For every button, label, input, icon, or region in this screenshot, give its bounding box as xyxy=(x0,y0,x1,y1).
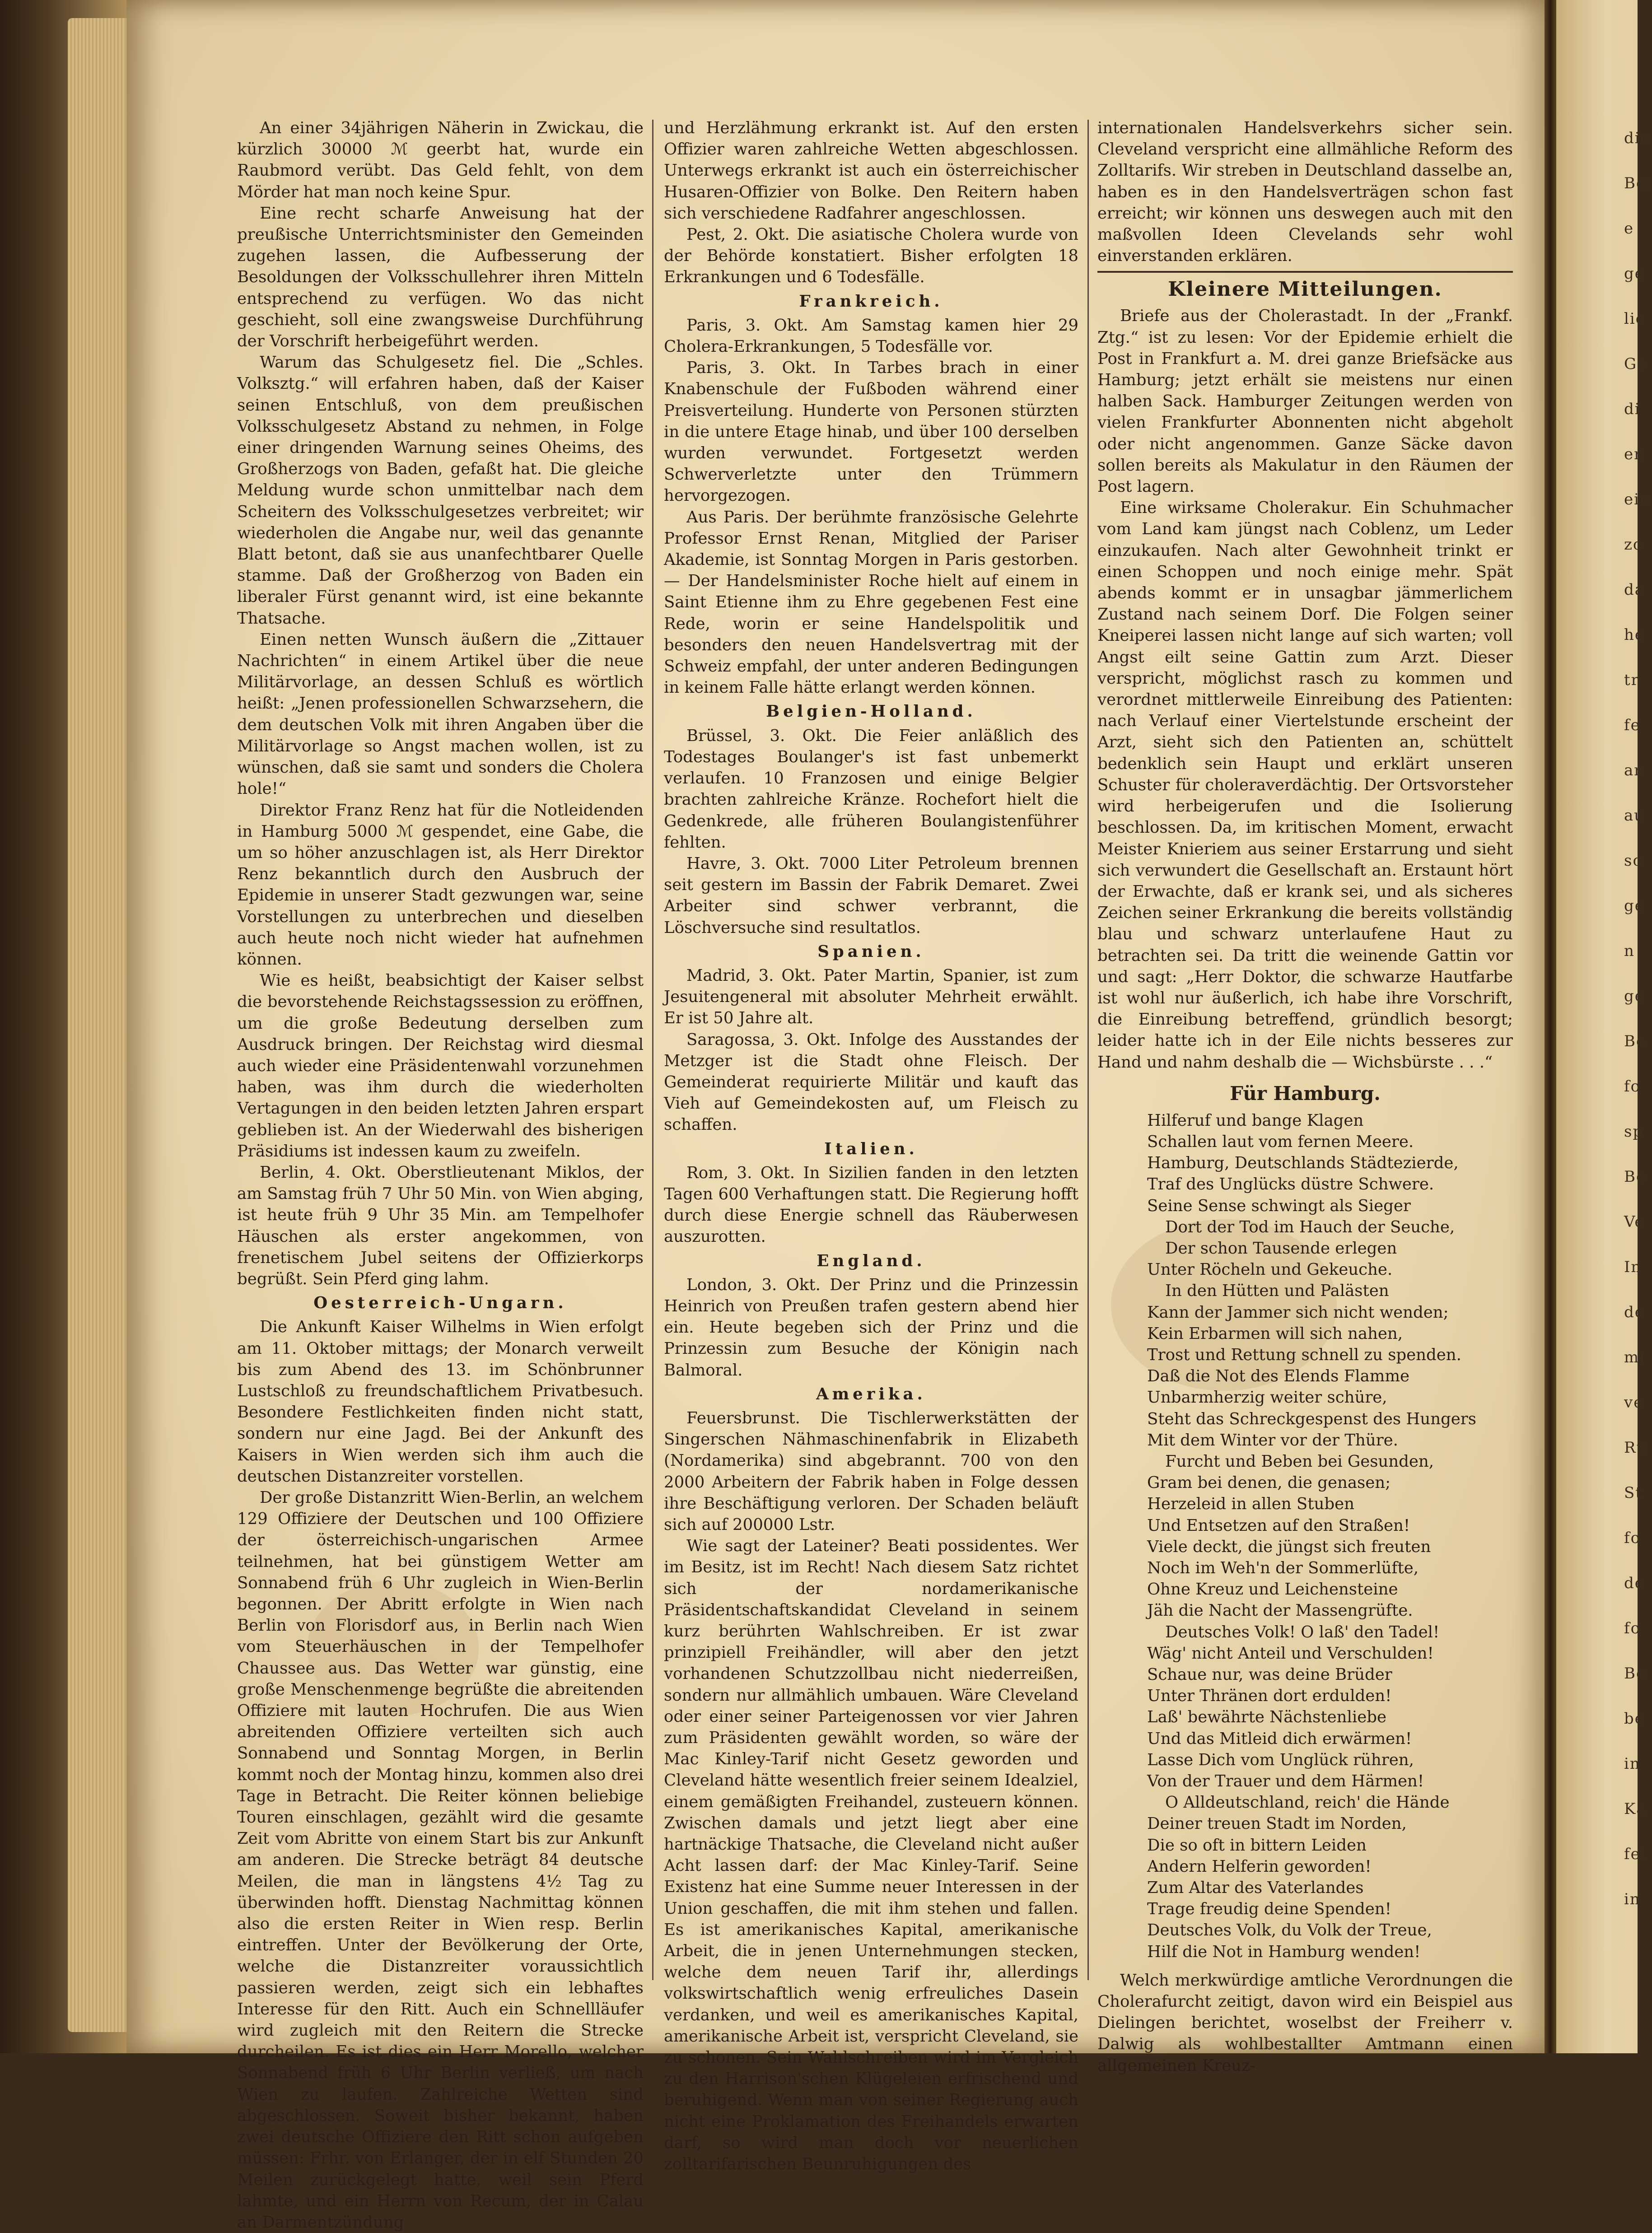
adjacent-page-fragment: St xyxy=(1624,1484,1643,1502)
article-paragraph: Paris, 3. Okt. In Tarbes brach in einer Knabenschule der Fußboden während einer Preisverteilung. Hunderte von Personen stürzten in die untere Etage hinab, und über 100 derselben wurden verwundet. Fortgesetzt werden Schwerverletzte unter den Trümmern hervorgezogen. xyxy=(664,359,1078,505)
poem-line: Traf des Unglücks düstre Schwere. xyxy=(1147,1175,1434,1194)
poem-line: In den Hütten und Palästen xyxy=(1165,1282,1389,1301)
article-paragraph: Havre, 3. Okt. 7000 Liter Petroleum brennen seit gestern im Bassin der Fabrik Demaret. Zwei Arbeiter sind schwer verbrannt, die Löschversuche sind resultatlos. xyxy=(664,854,1078,937)
article-paragraph: internationalen Handelsverkehrs sicher sein. Cleveland verspricht eine allmähliche Reform des Zolltarifs. Wir streben in Deutschland dasselbe an, haben es in den Handelsverträgen schon fast erreicht; wir können uns deswegen auch mit den maßvollen Ideen Clevelands sehr wohl einverstanden erklären. xyxy=(1097,119,1513,266)
adjacent-page-fragment: de xyxy=(1624,1574,1645,1592)
poem-line: Deiner treuen Stadt im Norden, xyxy=(1147,1814,1407,1833)
poem-line: Mit dem Winter vor der Thüre. xyxy=(1147,1431,1398,1450)
poem-line: Daß die Not des Elends Flamme xyxy=(1147,1367,1410,1386)
poem xyxy=(1147,1110,1513,1963)
adjacent-page-fragment: mi xyxy=(1624,1348,1646,1366)
article-paragraph: Der große Distanzritt Wien-Berlin, an welchem 129 Offiziere der Deutschen und 100 Offiziere der österreichisch-ungarischen Armee teilnehmen, hat bei günstigem Wetter am Sonnabend früh 6 Uhr zugleich in Wien-Berlin begonnen. Der Abritt erfolgte in Wien nach Berlin von Florisdorf aus, in Berlin nach Wien vom Steuerhäuschen in der Tempelhofer Chaussee aus. Das Wetter war günstig, eine große Menschenmenge begrüßte die abreitenden Offiziere mit lauten Hochrufen. Die aus Wien abreitenden Offiziere verteilten sich auch Sonnabend und Sonntag Morgen, in Berlin kommt noch der Montag hinzu, kommen also drei Tage in Betracht. Die Reiter können beliebige Touren einschlagen, gezählt wird die gesamte Zeit vom Abritte von einem Start bis zur Ankunft am anderen. Die Strecke beträgt 84 deutsche Meilen, die man in längstens 4½ Tag zu überwinden hofft. Dienstag Nachmittag können also die ersten Reiter in Wien resp. Berlin eintreffen. Unter der Bevölkerung der Orte, welche die Distanzreiter voraussichtlich passieren werden, zeigt sich ein lebhaftes Interesse für den Ritt. Auch ein Schnellläufer wird zugleich mit den Reitern die Strecke durcheilen. Es ist dies ein Herr Morello, welcher Sonnabend früh 6 Uhr Berlin verließ, um nach Wien zu laufen. Zahlreiche Wetten sind abgeschlossen. Soweit bisher bekannt, haben zwei deutsche Offiziere den Ritt schon aufgeben müssen: Frhr. von Erlanger, der in elf Stunden 20 Meilen zurückgelegt hatte, weil sein Pferd lahmte, und ein Herrn von Recum, der in Calau an Darmentzündung xyxy=(237,1488,644,2232)
article-paragraph: Einen netten Wunsch äußern die „Zittauer Nachrichten“ in einem Artikel über die neue Militärvorlage, an dessen Schluß es wörtlich heißt: „Jenen professionellen Schwarzsehern, die dem deutschen Volk mit ihren Angaben über die Militärvorlage so Angst machen wollen, ist zu wünschen, daß sie samt und sonders die Cholera hole!“ xyxy=(237,630,644,798)
poem-stanza xyxy=(1147,1792,1513,1963)
article-paragraph: Warum das Schulgesetz fiel. Die „Schles. Volksztg.“ will erfahren haben, daß der Kaiser seinen Entschluß, von dem preußischen Volksschulgesetz Abstand zu nehmen, in Folge einer dringenden Warnung seines Oheims, des Großherzogs von Baden, gefaßt hat. Die gleiche Meldung wurde schon unmittelbar nach dem Scheitern des Volksschulgesetzes verbreitet; wir wiederholen die Angabe nur, weil das genannte Blatt betont, daß sie aus unanfechtbarer Quelle stamme. Daß der Großherzog von Baden ein liberaler Fürst genannt wird, ist eine bekannte Thatsache. xyxy=(237,353,644,628)
poem-line: Wäg' nicht Anteil und Verschulden! xyxy=(1147,1644,1434,1663)
poem-line: Ohne Kreuz und Leichensteine xyxy=(1147,1580,1398,1599)
adjacent-page-fragment: Be xyxy=(1624,1168,1647,1186)
article-paragraph: Welch merkwürdige amtliche Verordnungen die Cholerafurcht zeitigt, davon wird ein Beispiel aus Dielingen berichtet, woselbst der Freiherr v. Dalwig als wohlbestallter Amtmann einen allgemeinen Kreuz- xyxy=(1097,1971,1513,2075)
column-1 xyxy=(237,117,644,2232)
adjacent-page-fragment: Bei xyxy=(1624,174,1652,192)
poem-line: O Alldeutschland, reich' die Hände xyxy=(1165,1793,1450,1812)
page-gutter xyxy=(1545,0,1556,2053)
article-paragraph: Briefe aus der Cholerastadt. In der „Frankf. Ztg.“ ist zu lesen: Vor der Epidemie erhielt die Post in Frankfurt a. M. drei ganze Briefsäcke aus Hamburg; jetzt erhält sie meistens nur einen halben Sack. Hamburger Zeitungen werden von vielen Frankfurter Abonnenten nicht abgeholt oder nicht angenommen. Ganze Säcke davon sollen bereits als Makulatur in den Räumen der Post lagern. xyxy=(1097,307,1513,496)
adjacent-page-fragment: fo xyxy=(1624,1619,1641,1637)
section-heading-france: Frankreich. xyxy=(799,292,943,311)
adjacent-page-fragment: Ru xyxy=(1624,1439,1647,1457)
poem-line: Unter Thränen dort erdulden! xyxy=(1147,1687,1392,1706)
section-heading-spain: Spanien. xyxy=(817,942,925,961)
poem-line: Deutsches Volk, du Volk der Treue, xyxy=(1147,1921,1432,1940)
article-paragraph: Brüssel, 3. Okt. Die Feier anläßlich des Todestages Boulanger's ist fast unbemerkt verlaufen. 10 Franzosen und einige Belgier brachten zahlreiche Kränze. Rochefort hielt die Gedenkrede, alle früheren Boulangistenführer fehlten. xyxy=(664,726,1078,852)
poem-line: Seine Sense schwingt als Sieger xyxy=(1147,1196,1411,1215)
poem-line: Hilf die Not in Hamburg wenden! xyxy=(1147,1942,1421,1961)
article-paragraph: Pest, 2. Okt. Die asiatische Cholera wurde von der Behörde konstatiert. Bisher erfolgten 18 Erkrankungen und 6 Todesfälle. xyxy=(664,225,1078,287)
adjacent-page-fragment: fei xyxy=(1624,1845,1647,1863)
article-paragraph: Saragossa, 3. Okt. Infolge des Ausstandes der Metzger ist die Stadt ohne Fleisch. Der Gemeinderat requirierte Militär und kauft das Vieh auf Gemeindekosten auf, um Fleisch zu schaffen. xyxy=(664,1030,1078,1134)
poem-line: Kein Erbarmen will sich nahen, xyxy=(1147,1324,1403,1343)
poem-line: Herzeleid in allen Stuben xyxy=(1147,1495,1354,1514)
adjacent-page-fragment: ge xyxy=(1624,897,1645,915)
article-paragraph: Eine recht scharfe Anweisung hat der preußische Unterrichtsminister den Gemeinden zugehen lassen, die Aufbesserung der Besoldungen der Volksschullehrer ihren Mitteln entsprechend zu verfügen. Wo das nicht geschieht, soll eine zwangsweise Durchführung der Vorschrift herbeigeführt werden. xyxy=(237,204,644,351)
poem-line: Von der Trauer und dem Härmen! xyxy=(1147,1772,1424,1791)
poem-title: Für Hamburg. xyxy=(1230,1082,1381,1105)
column-3 xyxy=(1097,117,1513,2075)
article-paragraph: Berlin, 4. Okt. Oberstlieutenant Miklos, der am Samstag früh 7 Uhr 50 Min. von Wien abging, ist heute früh 9 Uhr 35 Min. am Tempelhofer Häuschen als erster angekommen, von frenetischem Jubel seitens der Offizierkorps begrüßt. Sein Pferd ging lahm. xyxy=(237,1163,644,1288)
section-divider xyxy=(1097,271,1513,273)
poem-line: Noch im Weh'n der Sommerlüfte, xyxy=(1147,1559,1419,1577)
article-paragraph: An einer 34jährigen Näherin in Zwickau, die kürzlich 30000 ℳ geerbt hat, wurde ein Raubmord verübt. Das Geld fehlt, von dem Mörder hat man noch keine Spur. xyxy=(237,119,644,201)
adjacent-page-fragment: zo xyxy=(1624,536,1643,554)
poem-line: Steht das Schreckgespenst des Hungers xyxy=(1147,1409,1476,1428)
poem-stanza xyxy=(1147,1280,1513,1451)
poem-line: Kann der Jammer sich nicht wenden; xyxy=(1147,1303,1449,1322)
poem-line: Furcht und Beben bei Gesunden, xyxy=(1165,1452,1434,1471)
adjacent-page-fragment: in xyxy=(1624,1755,1641,1773)
poem-line: Gram bei denen, die genasen; xyxy=(1147,1473,1391,1492)
adjacent-page-fragment: Ve xyxy=(1624,1213,1645,1231)
poem-line: Schaue nur, was deine Brüder xyxy=(1147,1665,1392,1684)
adjacent-page-fragment: In xyxy=(1624,1258,1642,1276)
adjacent-page-fragment: he xyxy=(1624,626,1645,644)
poem-line: Hilferuf und bange Klagen xyxy=(1147,1111,1364,1130)
poem-line: Lasse Dich vom Unglück rühren, xyxy=(1147,1750,1414,1769)
adjacent-page-fragment: die xyxy=(1624,129,1651,147)
adjacent-page-fragment: Ka xyxy=(1624,1800,1647,1818)
poem-line: Und Entsetzen auf den Straßen! xyxy=(1147,1516,1410,1535)
article-paragraph: Eine wirksame Cholerakur. Ein Schuhmacher vom Land kam jüngst nach Coblenz, um Leder einzukaufen. Nach alter Gewohnheit trinkt er einen Schoppen und noch einige mehr. Spät abends kommt er in unsagbar jämmerlichem Zustand nach seinem Dorf. Die Folgen seiner Kneiperei lassen nicht lange auf sich warten; voll Angst eilt seine Gattin zum Arzt. Dieser verspricht, möglichst rasch zu kommen und verordnet mittlerweile Einreibung des Patienten: nach Verlauf einer Viertelstunde erscheint der Arzt, sieht sich den Patienten an, schüttelt bedenklich sein Haupt und erklärt unseren Schuster für choleraverdächtig. Der Ortsvorsteher wird herbeigerufen und die Isolierung beschlossen. Da, im kritischen Moment, erwacht Meister Knieriem aus seiner Erstarrung und sieht sich verwundert die Gesellschaft an. Erstaunt hört der Erwachte, daß er krank sei, und als sicheres Zeichen seiner Erkrankung die bereits vollständig blau und schwarz unterlaufene Haut zu betrachten sei. Da tritt die weinende Gattin vor und sagt: „Herr Doktor, die schwarze Hautfarbe ist wohl nur äußerlich, ich habe ihre Vorschrift, die Einreibung betreffend, gründlich besorgt; leider hatte ich in der Eile nichts besseres zur Hand und nahm deshalb die — Wichsbürste . . .“ xyxy=(1097,499,1513,1072)
article-paragraph: London, 3. Okt. Der Prinz und die Prinzessin Heinrich von Preußen trafen gestern abend hier ein. Heute begeben sich der Prinz und die Prinzessin zum Besuche der Königin nach Balmoral. xyxy=(664,1275,1078,1380)
adjacent-page-fragment: Bo xyxy=(1624,1664,1647,1683)
section-heading-italy: Italien. xyxy=(824,1139,918,1158)
section-heading-austria: Oesterreich-Ungarn. xyxy=(313,1294,567,1313)
adjacent-page-fragment: sp xyxy=(1624,1123,1644,1141)
article-paragraph: Wie sagt der Lateiner? Beati possidentes. Wer im Besitz, ist im Recht! Nach diesem Satz richtet sich der nordamerikanische Präsidentschaftskandidat Cleveland in seinem kurz berührten Wahlschreiben. Er ist zwar prinzipiell Freihändler, will aber den jetzt vorhandenen Schutzzollbau nicht niederreißen, sondern nur allmählich umbauen. Wäre Cleveland oder einer seiner Parteigenossen vor vier Jahren zum Präsidenten gewählt worden, so wäre der Mac Kinley-Tarif nicht Gesetz geworden und Cleveland hätte wesentlich freier seinem Idealziel, einem gemäßigten Freihandel, zusteuern können. Zwischen damals und jetzt liegt aber eine hartnäckige Thatsache, die Cleveland nicht außer Acht lassen darf: der Mac Kinley-Tarif. Seine Existenz hat eine Summe neuer Interessen in der Union geschaffen, die mit ihm stehen und fallen. Es ist amerikanisches Kapital, amerikanische Arbeit, die in jenen Unternehmungen stecken, welche dem neuen Tarif ihr, allerdings volkswirtschaftlich wenig erfreuliches Dasein verdanken, und weil es amerikanisches Kapital, amerikanische Arbeit ist, verspricht Cleveland, sie zu schonen. Sein Wahlschreiben wird im Vergleich zu den Harrison'schen Klügeleien erfrischend und beruhigend. Wenn man von seiner Regierung auch nicht eine Proklamation des Freihandels erwarten darf, so wird man doch vor neuerlichen zolltarifarischen Beunruhigungen des xyxy=(664,1537,1078,2174)
poem-stanza xyxy=(1147,1110,1513,1281)
column-rule xyxy=(652,120,653,1980)
article-paragraph: Aus Paris. Der berühmte französische Gelehrte Professor Ernst Renan, Mitglied der Pariser Akademie, ist Sonntag Morgen in Paris gestorben. — Der Handelsminister Roche hielt auf einem in Saint Etienne ihm zu Ehre gegebenen Fest eine Rede, worin er seine Handelspolitik und besonders den neuen Handelsvertrag mit der Schweiz empfahl, der unter anderen Bedingungen in keinem Falle hätte erlangt werden können. xyxy=(664,508,1078,697)
article-paragraph: Madrid, 3. Okt. Pater Martin, Spanier, ist zum Jesuitengeneral mit absoluter Mehrheit erwählt. Er ist 50 Jahre alt. xyxy=(664,966,1078,1028)
poem-line: Trage freudig deine Spenden! xyxy=(1147,1900,1391,1919)
adjacent-page-fragment: ve xyxy=(1624,1394,1644,1412)
poem-line: Andern Helferin geworden! xyxy=(1147,1857,1372,1876)
adjacent-page-fragment: lie xyxy=(1624,310,1646,328)
adjacent-page-fragment: e xyxy=(1624,219,1634,238)
poem-line: Schallen laut vom fernen Meere. xyxy=(1147,1132,1414,1151)
column-2 xyxy=(664,117,1078,2174)
poem-line: Der schon Tausende erlegen xyxy=(1165,1239,1397,1258)
section-heading-england: England. xyxy=(817,1251,926,1270)
adjacent-page-fragment: tr xyxy=(1624,671,1639,689)
poem-stanza xyxy=(1147,1622,1513,1792)
section-heading-belgium: Belgien-Holland. xyxy=(766,702,976,721)
page-edges xyxy=(68,18,126,2032)
adjacent-page-fragment: da xyxy=(1624,581,1645,599)
poem-line: Laß' bewährte Nächstenliebe xyxy=(1147,1708,1386,1727)
poem-line: Dort der Tod im Hauch der Seuche, xyxy=(1165,1217,1455,1236)
adjacent-page-fragment: be xyxy=(1624,1710,1645,1728)
article-paragraph: Direktor Franz Renz hat für die Notleidenden in Hamburg 5000 ℳ gespendet, eine Gabe, die um so höher anzuschlagen ist, als Herr Direktor Renz bekanntlich durch den Ausbruch der Epidemie in unserer Stadt gezwungen war, seine Vorstellungen zu unterbrechen und dieselben auch heute noch nicht wieder hat aufnehmen können. xyxy=(237,801,644,969)
adjacent-page-fragment: Be xyxy=(1624,1032,1647,1050)
column-rule xyxy=(1087,120,1089,1980)
poem-line: Zum Altar des Vaterlandes xyxy=(1147,1879,1364,1897)
poem-line: Deutsches Volk! O laß' den Tadel! xyxy=(1165,1622,1440,1641)
section-title-kleinere-mitteilungen: Kleinere Mitteilungen. xyxy=(1168,278,1442,301)
adjacent-page-fragment: au xyxy=(1624,806,1645,825)
article-paragraph: Rom, 3. Okt. In Sizilien fanden in den letzten Tagen 600 Verhaftungen statt. Die Regierung hofft durch diese Energie schnell das Räuberwesen auszurotten. xyxy=(664,1163,1078,1246)
section-heading-america: Amerika. xyxy=(816,1385,926,1403)
poem-line: Trost und Rettung schnell zu spenden. xyxy=(1147,1345,1461,1364)
article-paragraph: und Herzlähmung erkrankt ist. Auf den ersten Offizier waren zahlreiche Wetten abgeschlossen. Unterwegs erkrankt ist auch ein österreichischer Husaren-Offizier von Bolke. Den Reitern haben sich verschiedene Radfahrer angeschlossen. xyxy=(664,119,1078,223)
adjacent-page-fragment: fo xyxy=(1624,1077,1641,1096)
adjacent-page-fragment: an xyxy=(1624,761,1645,779)
adjacent-page-fragment: Ge xyxy=(1624,355,1647,373)
poem-stanza xyxy=(1147,1451,1513,1622)
article-paragraph: Paris, 3. Okt. Am Samstag kamen hier 29 Cholera-Erkrankungen, 5 Todesfälle vor. xyxy=(664,316,1078,356)
poem-line: Unbarmherzig weiter schüre, xyxy=(1147,1388,1387,1407)
poem-line: Jäh die Nacht der Massengrüfte. xyxy=(1147,1601,1413,1620)
adjacent-page-fragment: ge xyxy=(1624,987,1645,1005)
article-paragraph: Die Ankunft Kaiser Wilhelms in Wien erfolgt am 11. Oktober mittags; der Monarch verweilt bis zum Abend des 13. im Schönbrunner Lustschloß zu freundschaftlichem Privatbesuch. Besondere Festlichkeiten finden nicht statt, sondern nur eine Jagd. Bei der Ankunft des Kaisers in Wien werden sich ihm auch die deutschen Distanzreiter vorstellen. xyxy=(237,1318,644,1486)
adjacent-page-fragment: in xyxy=(1624,1890,1641,1908)
adjacent-page-fragment: so xyxy=(1624,852,1643,870)
article-paragraph: Wie es heißt, beabsichtigt der Kaiser selbst die bevorstehende Reichstagssession zu eröffnen, um die große Bedeutung derselben zum Ausdruck bringen. Der Reichstag wird diesmal auch wieder eine Präsidentenwahl vorzunehmen haben, was ihm durch die wiederholten Vertagungen in den beiden letzten Jahren erspart geblieben ist. An der Wiederwahl des bisherigen Präsidiums ist indessen kaum zu zweifeln. xyxy=(237,971,644,1161)
adjacent-page-fragment: en xyxy=(1624,445,1645,463)
poem-line: Hamburg, Deutschlands Städtezierde, xyxy=(1147,1154,1459,1173)
adjacent-page-fragment: fo xyxy=(1624,1529,1641,1547)
adjacent-page-edge xyxy=(1556,0,1652,2053)
adjacent-page-fragment: di xyxy=(1624,400,1641,418)
poem-line: Und das Mitleid dich erwärmen! xyxy=(1147,1729,1412,1748)
adjacent-page-fragment: de xyxy=(1624,1303,1645,1321)
article-paragraph: Feuersbrunst. Die Tischlerwerkstätten der Singerschen Nähmaschinenfabrik in Elizabeth (Nordamerika) sind abgebrannt. 700 von den 2000 Arbeitern der Fabrik haben in Folge dessen ihre Beschäftigung verloren. Der Schaden beläuft sich auf 200000 Lstr. xyxy=(664,1408,1078,1534)
adjacent-page-fragment: n xyxy=(1624,942,1635,960)
poem-line: Unter Röcheln und Gekeuche. xyxy=(1147,1260,1393,1279)
adjacent-page-fragment: ge xyxy=(1624,265,1645,283)
poem-line: Viele deckt, die jüngst sich freuten xyxy=(1147,1537,1431,1556)
adjacent-page-fragment: ein xyxy=(1624,490,1651,508)
poem-line: Die so oft in bittern Leiden xyxy=(1147,1836,1367,1855)
adjacent-page-fragment: fe xyxy=(1624,716,1641,734)
